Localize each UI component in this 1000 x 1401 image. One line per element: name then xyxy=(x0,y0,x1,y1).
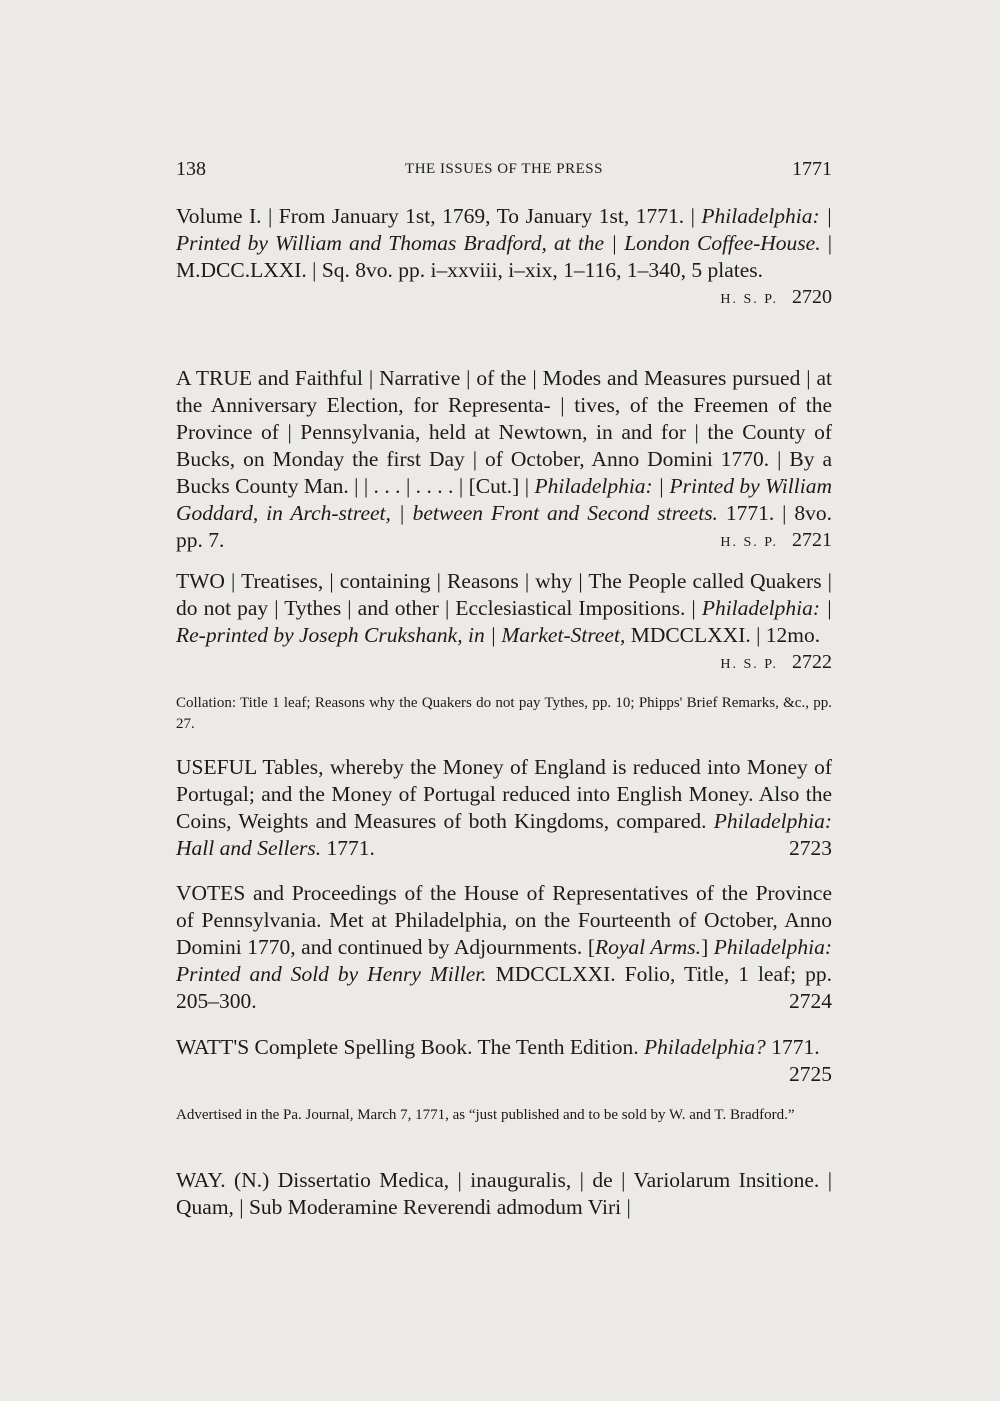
entry-2725 xyxy=(176,1034,832,1088)
entry-imprint: Philadelphia: | Printed by William Goddard, in Arch-street, | between Front and Second streets. xyxy=(176,474,832,525)
entry-format: | M.DCC.LXXI. | Sq. 8vo. pp. i–xxviii, i–xix, 1–116, 1–340, 5 plates. xyxy=(176,231,832,282)
entry-number: 2722 xyxy=(792,651,832,673)
entry-imprint: Philadelphia: | Re-printed by Joseph Crukshank, in | Market-Street, xyxy=(176,596,833,647)
entry-imprint: Philadelphia: | Printed by William and Thomas Bradford, at the | London Coffee-House. xyxy=(176,204,832,255)
entry-location: H. S. P. xyxy=(720,657,778,672)
entry-2720 xyxy=(176,203,832,313)
entry-number: 2723 xyxy=(789,836,832,860)
page-header xyxy=(176,158,832,188)
entry-bracket: ] xyxy=(701,935,709,959)
entry-text: TWO | Treatises, | containing | Reasons | why | The People called Quakers | do not pay | Tythes | and other | Ecclesiastical Impositions. | xyxy=(176,569,832,620)
page-number: 138 xyxy=(176,158,206,180)
entry-way xyxy=(176,1167,832,1221)
entry-format: 1771. xyxy=(326,836,375,860)
entry-location: H. S. P. xyxy=(720,535,778,550)
entry-2721 xyxy=(176,365,832,556)
entry-location: H. S. P. xyxy=(720,292,778,307)
entry-2724 xyxy=(176,880,832,1015)
entry-2723 xyxy=(176,754,832,862)
entry-text: WATT'S Complete Spelling Book. The Tenth Edition. xyxy=(176,1035,639,1059)
entry-number: 2725 xyxy=(789,1062,832,1086)
advertised-note: Advertised in the Pa. Journal, March 7, 1771, as “just published and to be sold by W. and T. Bradford.” xyxy=(176,1107,795,1123)
entry-imprint: Philadelphia: Printed and Sold by Henry Miller. xyxy=(176,935,833,986)
entry-imprint: Philadelphia? xyxy=(643,1035,766,1059)
entry-royal-arms: Royal Arms. xyxy=(594,935,702,959)
header-year: 1771 xyxy=(792,158,832,180)
entry-number: 2720 xyxy=(792,286,832,308)
entry-location-number xyxy=(720,649,832,678)
entry-text: WAY. (N.) Dissertatio Medica, | inauguralis, | de | Variolarum Insitione. | Quam, | Sub Moderamine Reverendi admodum Viri | xyxy=(176,1168,832,1219)
entry-number: 2721 xyxy=(792,529,832,551)
entry-format: 1771. | 8vo. pp. 7. xyxy=(176,501,832,552)
entry-imprint: Philadelphia: Hall and Sellers. xyxy=(176,809,832,860)
entry-number: 2724 xyxy=(789,989,832,1013)
collation-note: Collation: Title 1 leaf; Reasons why the Quakers do not pay Tythes, pp. 10; Phipps' Brief Remarks, &c., pp. 27. xyxy=(176,695,832,732)
entry-location-number xyxy=(720,527,832,556)
entry-text: VOTES and Proceedings of the House of Representatives of the Province of Pennsylvania. Met at Philadelphia, on the Fourteenth of October, Anno Domini 1770, and continued by Adjournments. [ xyxy=(176,881,832,959)
entry-2722 xyxy=(176,568,832,678)
entry-location-number xyxy=(720,284,832,313)
entry-text: A TRUE and Faithful | Narrative | of the | Modes and Measures pursued | at the Anniversary Election, for Representa- | tives, of the Freemen of the Province of | Pennsylvania, held at Newtown, in and for | the County of Bucks, on Monday the first Day | of October, Anno Domini 1770. | By a Bucks County Man. | | . . . | . . . . | [Cut.] | xyxy=(176,366,832,498)
running-title: THE ISSUES OF THE PRESS xyxy=(405,161,603,177)
entry-text: USEFUL Tables, whereby the Money of England is reduced into Money of Portugal; and the Money of Portugal reduced into English Money. Also the Coins, Weights and Measures of both Kingdoms, compared. xyxy=(176,755,832,833)
entry-format: 1771. xyxy=(771,1035,820,1059)
entry-format: MDCCLXXI. | 12mo. xyxy=(630,623,821,647)
entry-format: MDCCLXXI. Folio, Title, 1 leaf; pp. 205–300. xyxy=(176,962,833,1013)
entry-text: Volume I. | From January 1st, 1769, To January 1st, 1771. | xyxy=(176,204,695,228)
